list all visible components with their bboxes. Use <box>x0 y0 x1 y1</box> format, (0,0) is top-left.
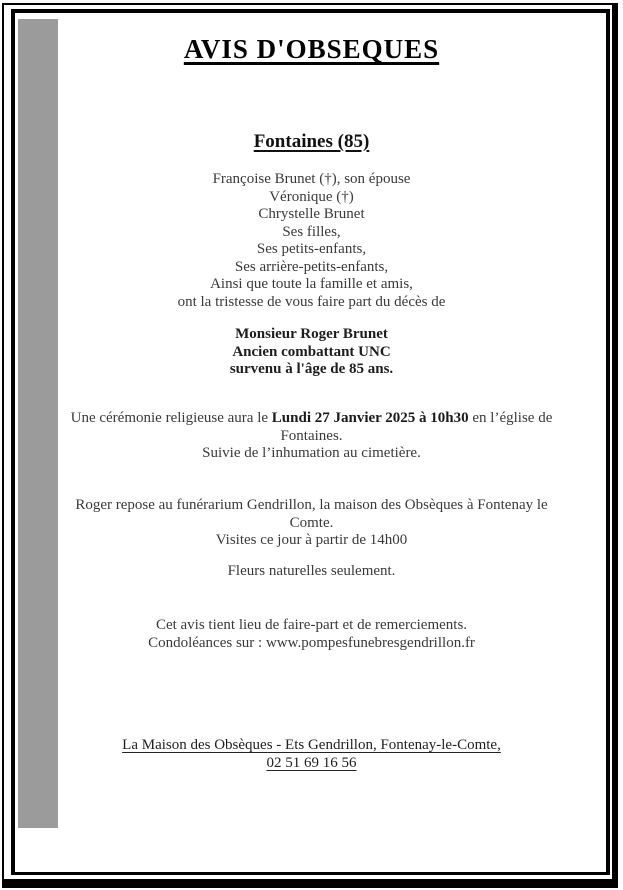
flowers-line: Fleurs naturelles seulement. <box>227 563 396 579</box>
footer-phone-number: 02 51 69 16 56 <box>266 754 357 771</box>
deceased-block <box>13 326 610 379</box>
family-line: Véronique (†) <box>269 188 354 205</box>
ceremony-line1-post: en l’église de <box>468 410 553 426</box>
family-line: Françoise Brunet (†), son épouse <box>212 171 411 187</box>
family-list <box>13 171 610 311</box>
notice-line2: Condoléances sur : www.pompesfunebresgendrillon.fr <box>148 634 475 651</box>
family-line: ont la tristesse de vous faire part du décès de <box>177 293 446 310</box>
footer-phone-line <box>13 755 610 773</box>
footer-company-text: La Maison des Obsèques - Ets Gendrillon, Fontenay-le-Comte, <box>122 737 501 753</box>
repose-line3: Visites ce jour à partir de 14h00 <box>215 532 408 548</box>
family-line: Ses arrière-petits-enfants, <box>234 258 389 275</box>
ceremony-line2: Fontaines. <box>280 427 343 444</box>
notice-content <box>13 0 610 890</box>
repose-line2: Comte. <box>289 514 334 531</box>
repose-block <box>13 497 610 550</box>
ceremony-line1-pre: Une cérémonie religieuse aura le <box>70 410 272 426</box>
location-heading: Fontaines (85) <box>253 131 370 152</box>
deceased-rank: Ancien combattant UNC <box>232 343 391 360</box>
notice-line1: Cet avis tient lieu de faire-part et de remerciements. <box>155 617 468 633</box>
page-title: AVIS D'OBSEQUES <box>183 34 440 64</box>
family-line: Ses filles, <box>282 223 341 240</box>
family-line: Ainsi que toute la famille et amis, <box>210 276 413 292</box>
repose-line1: Roger repose au funérarium Gendrillon, la maison des Obsèques à Fontenay le <box>75 497 548 513</box>
deceased-age-line: survenu à l'âge de 85 ans. <box>229 361 394 377</box>
ceremony-line1 <box>13 410 610 428</box>
ceremony-datetime: Lundi 27 Janvier 2025 à 10h30 <box>271 410 469 426</box>
ceremony-line3: Suivie de l’inhumation au cimetière. <box>202 445 421 461</box>
family-line: Chrystelle Brunet <box>258 206 365 222</box>
notice-block <box>13 617 610 652</box>
family-line: Ses petits-enfants, <box>256 241 367 257</box>
deceased-name: Monsieur Roger Brunet <box>235 326 388 342</box>
footer-block <box>13 737 610 772</box>
ceremony-block <box>13 410 610 463</box>
footer-company-line <box>13 737 610 755</box>
